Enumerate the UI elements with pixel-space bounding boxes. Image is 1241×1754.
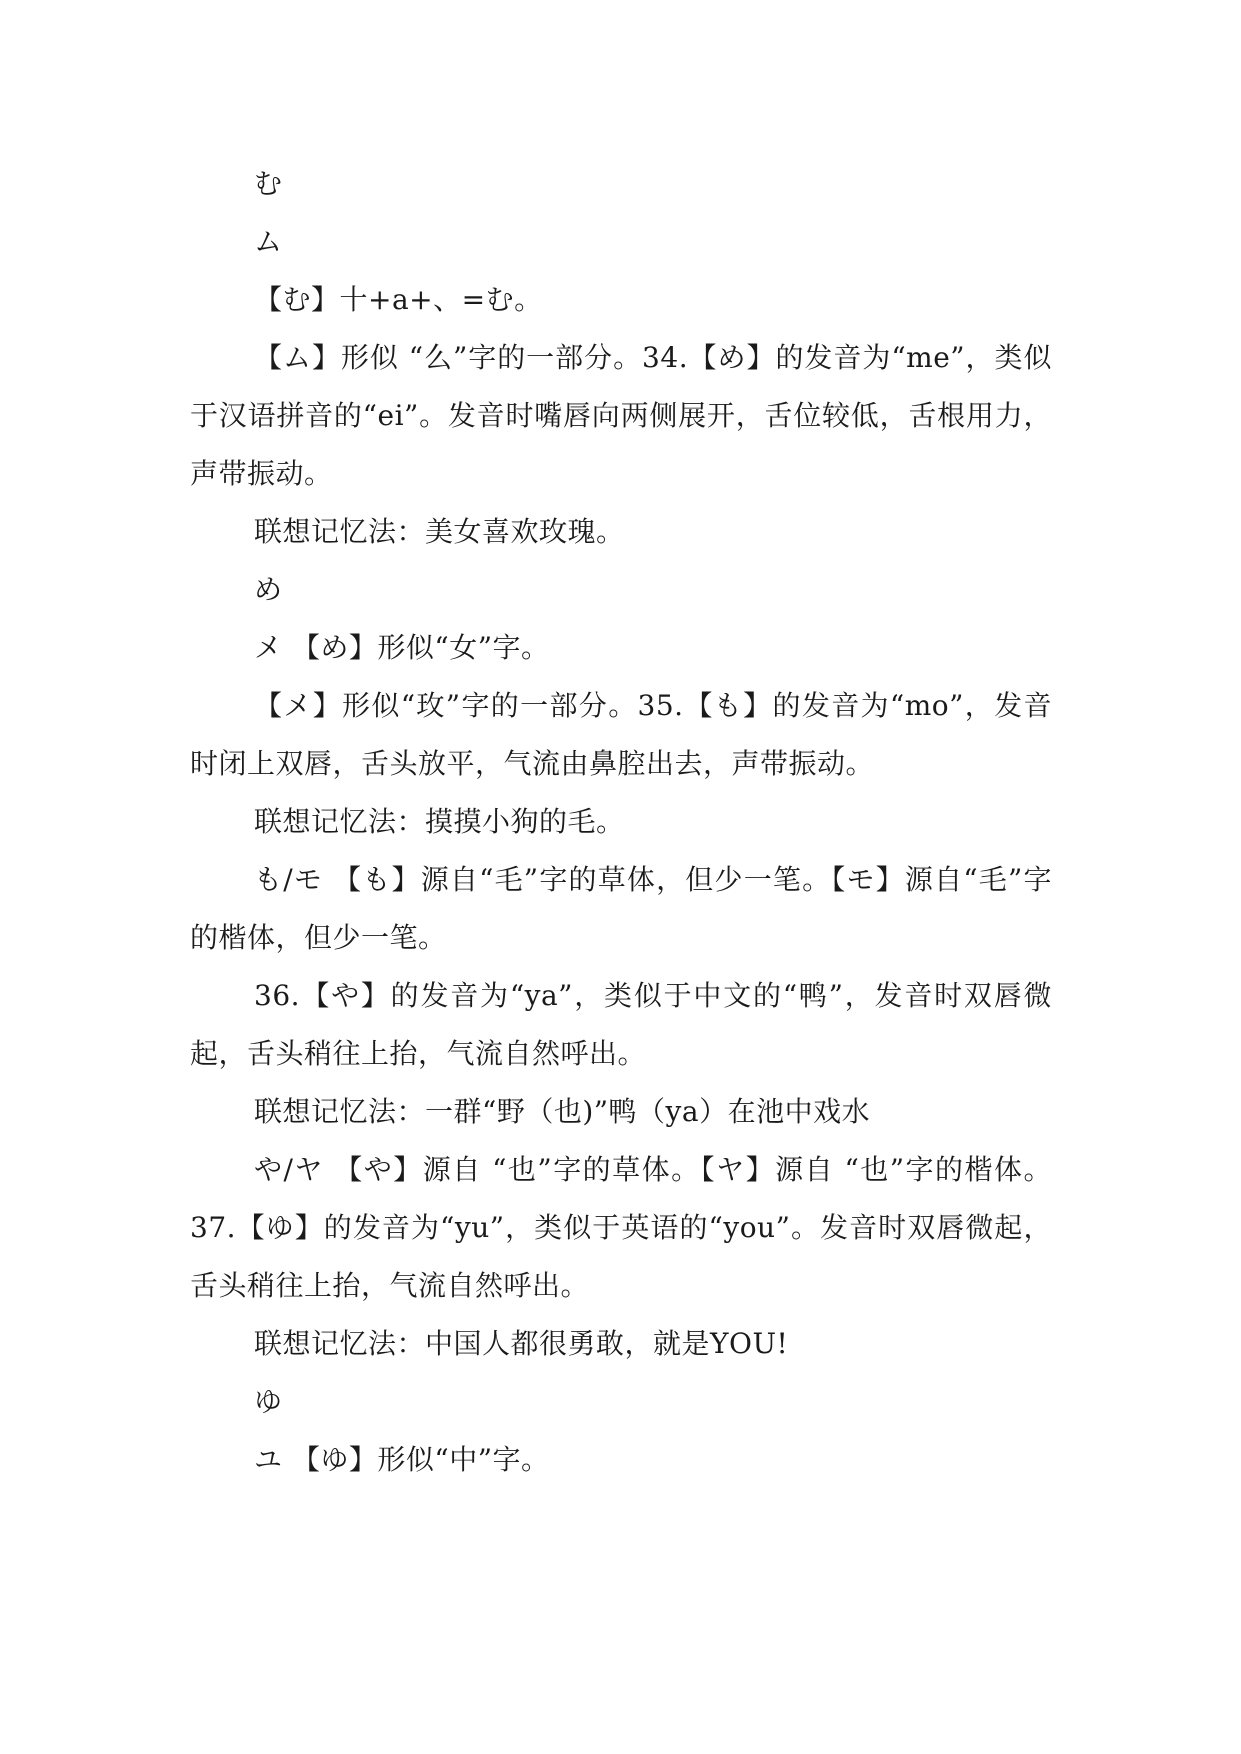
paragraph: も/モ 【も】源自“毛”字的草体，但少一笔。【モ】源自“毛”字的楷体，但少一笔。 bbox=[190, 863, 1052, 954]
paragraph: 联想记忆法：中国人都很勇敢，就是YOU! bbox=[254, 1327, 789, 1360]
document-body bbox=[190, 155, 1052, 1489]
paragraph: 联想记忆法：一群“野（也)”鸭（ya）在池中戏水 bbox=[254, 1095, 871, 1128]
paragraph: 【ム】形似 “么”字的一部分。34.【め】的发音为“me”，类似于汉语拼音的“ei”。发音时嘴唇向两侧展开，舌位较低，舌根用力，声带振动。 bbox=[190, 341, 1052, 490]
paragraph: メ 【め】形似“女”字。 bbox=[254, 631, 550, 664]
paragraph: や/ヤ 【や】源自 “也”字的草体。【ヤ】源自 “也”字的楷体。37.【ゆ】的发音为“yu”，类似于英语的“you”。发音时双唇微起，舌头稍往上抬，气流自然呼出。 bbox=[190, 1153, 1052, 1302]
paragraph: ユ 【ゆ】形似“中”字。 bbox=[254, 1443, 550, 1476]
paragraph: ム bbox=[254, 225, 283, 258]
paragraph: 联想记忆法：美女喜欢玫瑰。 bbox=[254, 515, 625, 548]
paragraph: む bbox=[254, 167, 283, 200]
paragraph: 36.【や】的发音为“ya”，类似于中文的“鸭”，发音时双唇微起，舌头稍往上抬，气流自然呼出。 bbox=[190, 979, 1052, 1070]
paragraph: ゆ bbox=[254, 1385, 283, 1418]
paragraph: め bbox=[254, 573, 283, 606]
paragraph: 【メ】形似“玫”字的一部分。35.【も】的发音为“mo”，发音时闭上双唇，舌头放平，气流由鼻腔出去，声带振动。 bbox=[190, 689, 1052, 780]
paragraph: 联想记忆法：摸摸小狗的毛。 bbox=[254, 805, 625, 838]
paragraph: 【む】十+a+、=む。 bbox=[254, 283, 543, 316]
